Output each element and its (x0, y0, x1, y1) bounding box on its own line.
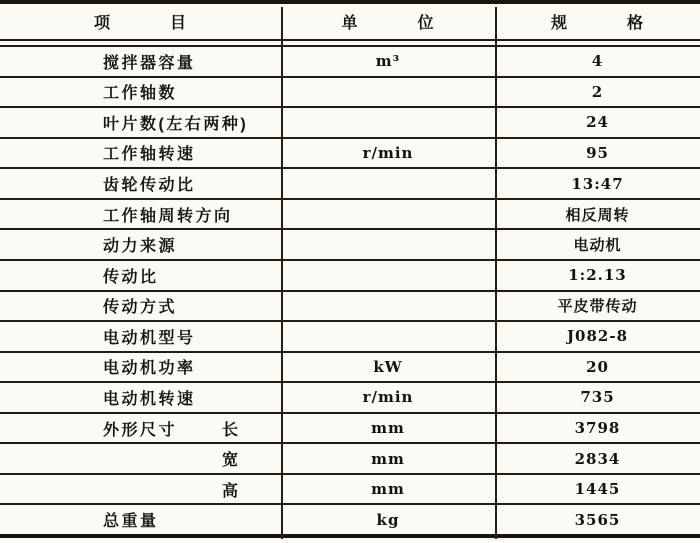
spec-cell (495, 261, 700, 290)
unit-cell (281, 505, 495, 534)
table-row (0, 200, 700, 231)
unit-cell (281, 78, 495, 107)
item-sub-label: 高 (222, 482, 239, 500)
spec-cell (495, 108, 700, 137)
unit-cell (281, 322, 495, 351)
item-cell (0, 200, 281, 229)
table-row (0, 444, 700, 475)
table-row (0, 261, 700, 292)
item-cell (0, 505, 281, 534)
item-cell (0, 108, 281, 137)
item-cell (0, 139, 281, 168)
header-spec-char-right: 格 (627, 15, 645, 32)
spec-value: 1445 (574, 480, 621, 499)
unit-cell (281, 139, 495, 168)
spec-value: 3798 (574, 419, 621, 438)
unit-value: m³ (375, 52, 401, 71)
spec-value: 20 (586, 357, 609, 376)
spec-cell (495, 353, 700, 382)
table-row (0, 47, 700, 78)
header-double-rule (0, 39, 700, 47)
item-cell (0, 383, 281, 412)
unit-cell (281, 169, 495, 198)
unit-cell (281, 292, 495, 321)
column-divider-2 (495, 7, 497, 539)
table-rows (0, 47, 700, 534)
header-item-char-left: 项 (93, 15, 111, 32)
unit-cell (281, 230, 495, 259)
item-sub-label: 长 (222, 421, 239, 439)
spec-value: 1:2.13 (568, 266, 627, 285)
header-spec (495, 10, 700, 33)
item-label: 动力来源 (103, 238, 178, 256)
item-cell (0, 444, 281, 473)
unit-cell (281, 47, 495, 76)
table-row (0, 383, 700, 414)
header-item (0, 10, 281, 33)
table-row (0, 108, 700, 139)
unit-cell (281, 475, 495, 504)
table-row (0, 230, 700, 261)
item-label: 外形尺寸 (103, 421, 178, 439)
spec-cell (495, 230, 700, 259)
header-unit-char-right: 位 (417, 15, 435, 32)
item-cell (0, 322, 281, 351)
item-label: 总重量 (103, 513, 159, 531)
item-sub-label: 宽 (222, 452, 239, 470)
item-label: 电动机转速 (103, 390, 196, 408)
item-label: 工作轴周转方向 (103, 207, 233, 225)
spec-value: 4 (591, 52, 604, 71)
unit-value: kg (376, 510, 400, 529)
item-cell (0, 261, 281, 290)
item-label: 电动机功率 (103, 360, 196, 378)
table-row (0, 169, 700, 200)
table-row (0, 475, 700, 506)
unit-cell (281, 108, 495, 137)
spec-value: 13:47 (571, 174, 624, 193)
item-cell (0, 47, 281, 76)
table-row (0, 139, 700, 170)
item-label: 叶片数(左右两种) (103, 115, 249, 133)
spec-cell (495, 475, 700, 504)
item-label: 搅拌器容量 (103, 54, 196, 72)
spec-cell (495, 383, 700, 412)
spec-value: 95 (586, 143, 609, 162)
item-label: 齿轮传动比 (103, 177, 196, 195)
spec-cell (495, 169, 700, 198)
spec-cell (495, 444, 700, 473)
spec-cell (495, 414, 700, 443)
spec-value: J082-8 (566, 327, 629, 346)
spec-value: 3565 (574, 510, 621, 529)
table-row (0, 292, 700, 323)
spec-value: 相反周转 (565, 205, 630, 224)
item-label: 工作轴转速 (103, 146, 196, 164)
header-item-char-right: 目 (170, 15, 188, 32)
item-cell (0, 169, 281, 198)
item-label: 传动方式 (103, 299, 178, 317)
item-cell (0, 475, 281, 504)
spec-cell (495, 200, 700, 229)
spec-cell (495, 505, 700, 534)
item-label: 工作轴数 (103, 85, 178, 103)
spec-cell (495, 322, 700, 351)
item-label: 传动比 (103, 268, 159, 286)
unit-value: kW (373, 357, 403, 376)
spec-value: 24 (586, 113, 609, 132)
spec-value: 2 (591, 82, 604, 101)
spec-value: 735 (580, 388, 615, 407)
spec-value: 2834 (574, 449, 621, 468)
unit-value: r/min (362, 143, 414, 162)
unit-value: mm (371, 480, 405, 499)
unit-cell (281, 444, 495, 473)
table-row (0, 322, 700, 353)
unit-value: mm (371, 419, 405, 438)
table-header-row (0, 4, 700, 39)
item-label: 电动机型号 (103, 329, 196, 347)
spec-cell (495, 47, 700, 76)
table-row (0, 505, 700, 534)
item-cell (0, 414, 281, 443)
table-row (0, 414, 700, 445)
spec-value: 平皮带传动 (557, 297, 638, 316)
unit-value: mm (371, 449, 405, 468)
item-cell (0, 353, 281, 382)
unit-cell (281, 200, 495, 229)
unit-cell (281, 353, 495, 382)
item-cell (0, 230, 281, 259)
header-unit-char-left: 单 (341, 15, 359, 32)
table-row (0, 353, 700, 384)
table-row (0, 78, 700, 109)
unit-cell (281, 261, 495, 290)
header-spec-char-left: 规 (550, 15, 568, 32)
unit-cell (281, 383, 495, 412)
unit-cell (281, 414, 495, 443)
spec-cell (495, 292, 700, 321)
header-unit (281, 10, 495, 33)
item-cell (0, 78, 281, 107)
item-cell (0, 292, 281, 321)
spec-cell (495, 78, 700, 107)
spec-cell (495, 139, 700, 168)
unit-value: r/min (362, 388, 414, 407)
spec-value: 电动机 (573, 236, 622, 255)
column-divider-1 (281, 7, 283, 539)
